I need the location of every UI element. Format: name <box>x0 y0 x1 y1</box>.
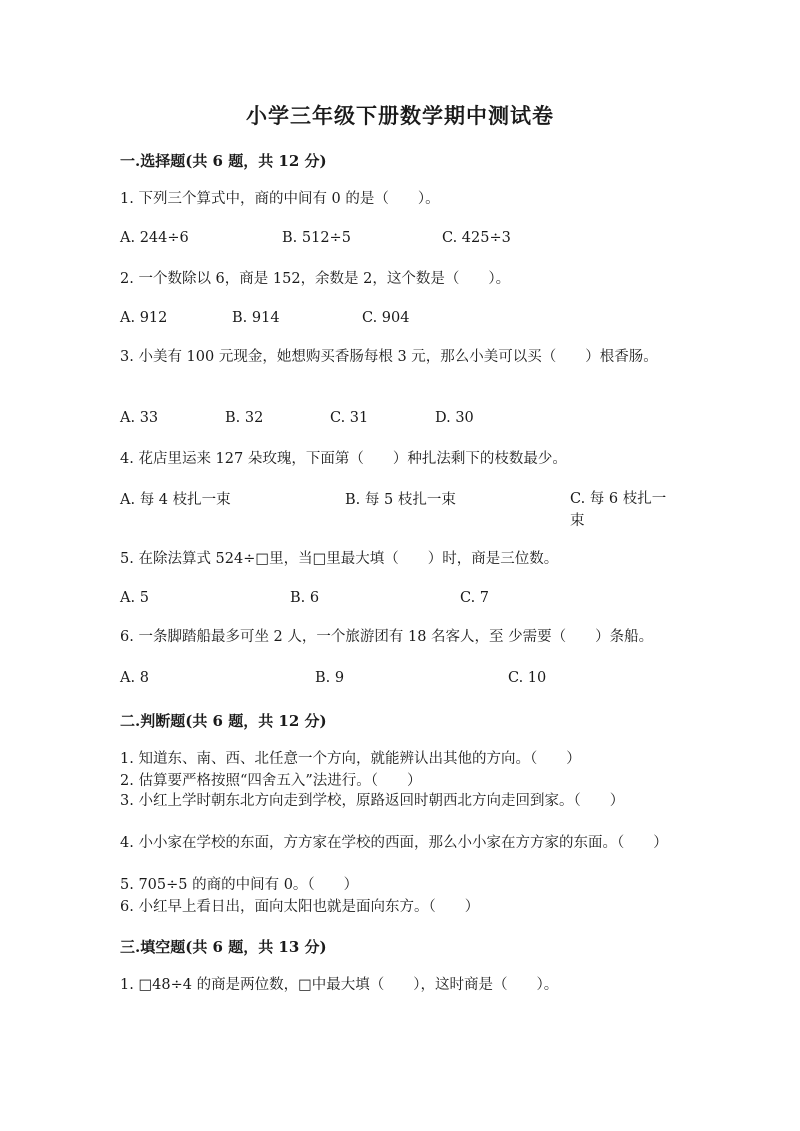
option-a: A. 8 <box>120 670 149 686</box>
option-b: B. 每 5 枝扎一束 <box>345 492 456 508</box>
statement-item: 6. 小红早上看日出，面向太阳也就是面向东方。（ ） <box>120 899 480 915</box>
question-text: 2. 一个数除以 6，商是 152，余数是 2，这个数是（ ）。 <box>120 271 511 287</box>
page-title: 小学三年级下册数学期中测试卷 <box>246 103 554 128</box>
option-a: A. 912 <box>120 310 168 326</box>
section-heading-choice: 一.选择题(共 6 题，共 12 分) <box>120 152 327 170</box>
section-heading-fill: 三.填空题(共 6 题，共 13 分) <box>120 938 327 956</box>
option-b: B. 512÷5 <box>282 230 351 246</box>
option-c: C. 7 <box>460 590 490 606</box>
option-b: B. 6 <box>290 590 320 606</box>
option-d: D. 30 <box>435 410 474 426</box>
question-text: 3. 小美有 100 元现金，她想购买香肠每根 3 元，那么小美可以买（ ）根香肠。 <box>120 349 658 365</box>
option-c: C. 425÷3 <box>442 230 511 246</box>
question-text: 1. 下列三个算式中，商的中间有 0 的是（ ）。 <box>120 191 440 207</box>
question-text: 6. 一条脚踏船最多可坐 2 人，一个旅游团有 18 名客人，至 少需要（ ）条船。 <box>120 629 654 645</box>
option-c: C. 31 <box>330 410 369 426</box>
section-heading-judgement: 二.判断题(共 6 题，共 12 分) <box>120 712 327 730</box>
statement-item: 2. 估算要严格按照“四舍五入”法进行。（ ） <box>120 773 422 789</box>
option-a: A. 244÷6 <box>120 230 189 246</box>
statement-item: 1. 知道东、南、西、北任意一个方向，就能辨认出其他的方向。（ ） <box>120 751 581 767</box>
option-c: C. 904 <box>362 310 410 326</box>
option-b: B. 32 <box>225 410 264 426</box>
option-a: A. 33 <box>120 410 159 426</box>
option-c: C. 10 <box>508 670 547 686</box>
option-a: A. 5 <box>120 590 149 606</box>
statement-item: 5. 705÷5 的商的中间有 0。（ ） <box>120 877 359 893</box>
statement-item: 3. 小红上学时朝东北方向走到学校，原路返回时朝西北方向走回到家。（ ） <box>120 793 625 809</box>
statement-item: 4. 小小家在学校的东面，方方家在学校的西面，那么小小家在方方家的东面。（ ） <box>120 835 668 851</box>
option-a: A. 每 4 枝扎一束 <box>120 492 231 508</box>
question-text: 1. □48÷4 的商是两位数，□中最大填（ ），这时商是（ ）。 <box>120 977 559 993</box>
question-text: 5. 在除法算式 524÷□里，当□里最大填（ ）时，商是三位数。 <box>120 551 559 567</box>
option-b: B. 9 <box>315 670 345 686</box>
option-c: C. 每 6 枝扎一束 <box>570 491 667 529</box>
option-b: B. 914 <box>232 310 280 326</box>
question-text: 4. 花店里运来 127 朵玫瑰，下面第（ ）种扎法剩下的枝数最少。 <box>120 451 567 467</box>
